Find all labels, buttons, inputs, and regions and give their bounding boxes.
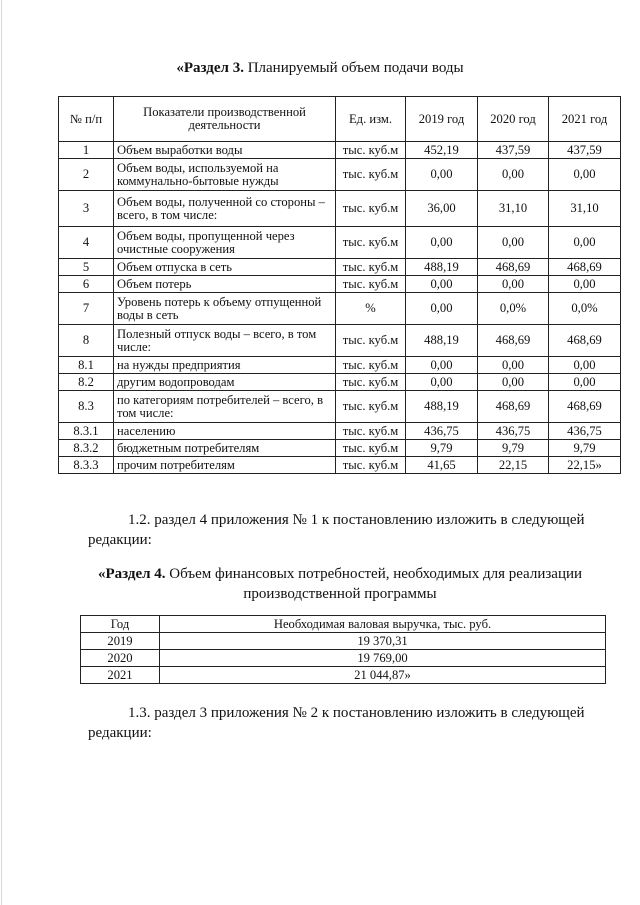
- row-number: 4: [59, 227, 114, 259]
- row-revenue: 19 769,00: [160, 650, 606, 667]
- row-unit: тыс. куб.м: [336, 159, 406, 191]
- row-indicator: Объем воды, используемой на коммунально-бытовые нужды: [114, 159, 336, 191]
- header-2021: 2021 год: [549, 97, 621, 142]
- row-unit: тыс. куб.м: [336, 276, 406, 293]
- row-indicator: Объем потерь: [114, 276, 336, 293]
- row-value-2021: 0,00: [549, 227, 621, 259]
- row-unit: тыс. куб.м: [336, 457, 406, 474]
- row-value-2019: 9,79: [406, 440, 478, 457]
- page-edge-line: [1, 0, 2, 905]
- row-value-2021: 0,00: [549, 276, 621, 293]
- table-row: [59, 159, 621, 191]
- row-value-2020: 22,15: [478, 457, 549, 474]
- table-row: [59, 457, 621, 474]
- row-value-2020: 9,79: [478, 440, 549, 457]
- row-value-2020: 468,69: [478, 259, 549, 276]
- row-number: 2: [59, 159, 114, 191]
- row-number: 8.3.3: [59, 457, 114, 474]
- table-row: [59, 374, 621, 391]
- header-2020: 2020 год: [478, 97, 549, 142]
- row-value-2019: 488,19: [406, 259, 478, 276]
- row-indicator: населению: [114, 423, 336, 440]
- row-value-2019: 0,00: [406, 293, 478, 325]
- row-value-2020: 436,75: [478, 423, 549, 440]
- row-value-2020: 468,69: [478, 325, 549, 357]
- section4-title-text: Объем финансовых потребностей, необходимых для реализации производственной программы: [165, 566, 583, 602]
- table-row: [81, 667, 606, 684]
- section3-title-bold: «Раздел 3.: [176, 60, 244, 76]
- section3-title-text: Планируемый объем подачи воды: [243, 60, 464, 76]
- table-row: [81, 650, 606, 667]
- row-value-2021: 0,00: [549, 357, 621, 374]
- header-indicator: Показатели производственной деятельности: [114, 97, 336, 142]
- row-unit: тыс. куб.м: [336, 423, 406, 440]
- table-row: [59, 142, 621, 159]
- row-value-2019: 488,19: [406, 325, 478, 357]
- row-year: 2019: [81, 633, 160, 650]
- row-value-2020: 437,59: [478, 142, 549, 159]
- row-number: 8.3.2: [59, 440, 114, 457]
- row-value-2019: 0,00: [406, 357, 478, 374]
- row-value-2021: 468,69: [549, 325, 621, 357]
- row-value-2020: 0,00: [478, 276, 549, 293]
- row-number: 3: [59, 191, 114, 227]
- row-value-2019: 0,00: [406, 159, 478, 191]
- row-unit: тыс. куб.м: [336, 142, 406, 159]
- row-value-2019: 488,19: [406, 391, 478, 423]
- header-2019: 2019 год: [406, 97, 478, 142]
- row-value-2021: 0,00: [549, 159, 621, 191]
- row-value-2019: 452,19: [406, 142, 478, 159]
- row-value-2020: 0,00: [478, 374, 549, 391]
- row-number: 8.3.1: [59, 423, 114, 440]
- row-value-2021: 9,79: [549, 440, 621, 457]
- section4-title-bold: «Раздел 4.: [97, 566, 166, 582]
- row-indicator: Объем воды, полученной со стороны – всего, в том числе:: [114, 191, 336, 227]
- paragraph-1-3: 1.3. раздел 3 приложения № 2 к постановлению изложить в следующей редакции:: [88, 705, 585, 741]
- table-row: [59, 191, 621, 227]
- row-value-2020: 0,00: [478, 159, 549, 191]
- row-indicator: Уровень потерь к объему отпущенной воды в сеть: [114, 293, 336, 325]
- table-row: [59, 391, 621, 423]
- table-row: [59, 423, 621, 440]
- row-value-2021: 0,0%: [549, 293, 621, 325]
- row-year: 2020: [81, 650, 160, 667]
- row-indicator: бюджетным потребителям: [114, 440, 336, 457]
- row-value-2019: 36,00: [406, 191, 478, 227]
- row-value-2020: 0,0%: [478, 293, 549, 325]
- row-value-2021: 468,69: [549, 259, 621, 276]
- row-unit: тыс. куб.м: [336, 391, 406, 423]
- row-number: 8.2: [59, 374, 114, 391]
- table-row: [59, 325, 621, 357]
- row-unit: тыс. куб.м: [336, 440, 406, 457]
- table-header-row: [59, 97, 621, 142]
- row-number: 8.3: [59, 391, 114, 423]
- row-number: 5: [59, 259, 114, 276]
- row-value-2021: 437,59: [549, 142, 621, 159]
- finance-table: [80, 615, 606, 684]
- header-revenue: Необходимая валовая выручка, тыс. руб.: [160, 616, 606, 633]
- table-row: [59, 259, 621, 276]
- row-unit: %: [336, 293, 406, 325]
- row-revenue: 19 370,31: [160, 633, 606, 650]
- row-value-2020: 0,00: [478, 357, 549, 374]
- row-value-2020: 31,10: [478, 191, 549, 227]
- row-unit: тыс. куб.м: [336, 259, 406, 276]
- row-number: 6: [59, 276, 114, 293]
- row-revenue: 21 044,87»: [160, 667, 606, 684]
- header-year: Год: [81, 616, 160, 633]
- row-value-2021: 22,15»: [549, 457, 621, 474]
- row-unit: тыс. куб.м: [336, 227, 406, 259]
- section4-title: [60, 564, 620, 604]
- row-value-2020: 0,00: [478, 227, 549, 259]
- row-value-2019: 0,00: [406, 227, 478, 259]
- row-indicator: Объем воды, пропущенной через очистные сооружения: [114, 227, 336, 259]
- table-row: [59, 276, 621, 293]
- table-row: [59, 440, 621, 457]
- row-unit: тыс. куб.м: [336, 325, 406, 357]
- table-row: [59, 357, 621, 374]
- row-indicator: Объем отпуска в сеть: [114, 259, 336, 276]
- row-unit: тыс. куб.м: [336, 374, 406, 391]
- row-indicator: по категориям потребителей – всего, в том числе:: [114, 391, 336, 423]
- header-num: № п/п: [59, 97, 114, 142]
- row-value-2021: 468,69: [549, 391, 621, 423]
- row-value-2019: 0,00: [406, 276, 478, 293]
- row-indicator: на нужды предприятия: [114, 357, 336, 374]
- header-unit: Ед. изм.: [336, 97, 406, 142]
- paragraph-1-2: 1.2. раздел 4 приложения № 1 к постановлению изложить в следующей редакции:: [88, 512, 585, 548]
- row-value-2019: 41,65: [406, 457, 478, 474]
- row-year: 2021: [81, 667, 160, 684]
- row-value-2019: 0,00: [406, 374, 478, 391]
- table-row: [59, 293, 621, 325]
- row-number: 7: [59, 293, 114, 325]
- water-supply-table: [58, 96, 621, 474]
- row-indicator: Объем выработки воды: [114, 142, 336, 159]
- row-unit: тыс. куб.м: [336, 191, 406, 227]
- table-row: [81, 633, 606, 650]
- row-indicator: Полезный отпуск воды – всего, в том числе:: [114, 325, 336, 357]
- row-value-2021: 436,75: [549, 423, 621, 440]
- row-number: 8.1: [59, 357, 114, 374]
- row-value-2020: 468,69: [478, 391, 549, 423]
- row-unit: тыс. куб.м: [336, 357, 406, 374]
- row-number: 8: [59, 325, 114, 357]
- row-indicator: другим водопроводам: [114, 374, 336, 391]
- row-value-2019: 436,75: [406, 423, 478, 440]
- row-number: 1: [59, 142, 114, 159]
- table-row: [59, 227, 621, 259]
- section3-title: [0, 60, 640, 77]
- table-header-row: [81, 616, 606, 633]
- row-value-2021: 31,10: [549, 191, 621, 227]
- row-indicator: прочим потребителям: [114, 457, 336, 474]
- row-value-2021: 0,00: [549, 374, 621, 391]
